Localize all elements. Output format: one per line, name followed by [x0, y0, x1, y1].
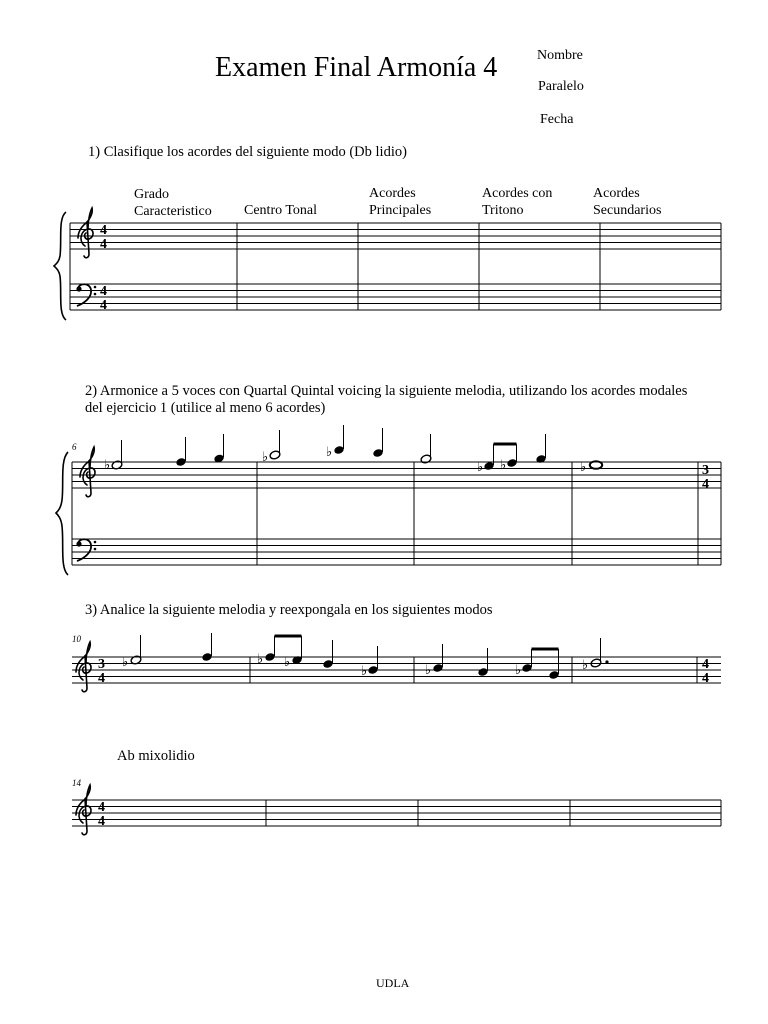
svg-text:♭: ♭	[262, 449, 269, 464]
svg-text:♭: ♭	[326, 444, 333, 459]
question-1-prompt: 1) Clasifique los acordes del siguiente modo (Db lidio)	[88, 144, 407, 160]
melody-notes-measure-9	[580, 459, 602, 474]
time-sig-bottom: 4	[98, 814, 105, 829]
section-field-label: Paralelo	[538, 79, 584, 94]
column-label-acordes-principales: Acordes Principales	[369, 186, 432, 218]
measure-number: 10	[72, 634, 81, 644]
svg-text:♭: ♭	[580, 459, 587, 474]
question-2-prompt-line-2: del ejercicio 1 (utilice al meno 6 acordes)	[85, 400, 326, 416]
staff-1-treble	[70, 223, 721, 249]
svg-text:♭: ♭	[500, 457, 507, 472]
treble-clef-icon	[76, 642, 91, 692]
staff-4	[72, 800, 721, 826]
svg-text:♭: ♭	[361, 663, 368, 678]
column-label-acordes-tritono: Acordes con Tritono	[482, 186, 553, 218]
question-2-prompt-line-1: 2) Armonice a 5 voces con Quartal Quintal voicing la siguiente melodia, utilizando los acordes modales	[85, 383, 688, 399]
column-label-centro-tonal: Centro Tonal	[244, 203, 318, 218]
melody-notes-measure-13	[582, 638, 609, 672]
time-sig-top: 3	[702, 463, 709, 478]
melody-notes-measure-7	[262, 425, 384, 464]
staff-3	[72, 657, 721, 683]
column-label-grado: Grado Caracteristico	[134, 187, 212, 219]
system-3	[72, 633, 721, 692]
question-3-prompt: 3) Analice la siguiente melodia y reexpongala en los siguientes modos	[85, 602, 493, 618]
svg-text:♭: ♭	[104, 457, 111, 472]
time-sig-bottom: 4	[98, 671, 105, 686]
melody-notes-measure-6	[104, 434, 225, 472]
time-sig-bottom: 4	[100, 298, 107, 313]
bass-clef-icon	[76, 284, 96, 306]
svg-text:♭: ♭	[582, 657, 589, 672]
system-1	[54, 208, 721, 320]
svg-text:♭: ♭	[425, 662, 432, 677]
svg-text:♭: ♭	[284, 654, 291, 669]
name-field-label: Nombre	[537, 48, 583, 63]
time-sig-bottom: 4	[100, 237, 107, 252]
exam-title: Examen Final Armonía 4	[215, 52, 498, 83]
barlines-system-2	[72, 462, 721, 565]
measure-number: 14	[72, 778, 81, 788]
date-field-label: Fecha	[540, 112, 574, 127]
staff-2-treble	[72, 462, 721, 488]
grand-staff-brace	[56, 452, 68, 575]
treble-clef-icon	[78, 208, 93, 258]
mode-label: Ab mixolidio	[117, 748, 195, 764]
time-sig-top: 4	[100, 284, 107, 299]
system-4	[72, 778, 721, 835]
time-sig-top: 3	[98, 657, 105, 672]
time-sig-top: 4	[100, 223, 107, 238]
footer-udla: UDLA	[376, 976, 410, 990]
staff-2-bass	[72, 539, 721, 565]
treble-clef-icon	[76, 785, 91, 835]
time-sig-bottom: 4	[702, 477, 709, 492]
svg-text:♭: ♭	[257, 651, 264, 666]
staff-1-bass	[70, 284, 721, 310]
svg-text:♭: ♭	[477, 459, 484, 474]
grand-staff-brace	[54, 212, 66, 320]
system-2	[56, 425, 721, 575]
melody-notes-measure-12	[425, 644, 560, 680]
column-label-acordes-secundarios: Acordes Secundarios	[593, 186, 662, 218]
svg-text:♭: ♭	[122, 654, 129, 669]
time-sig-top: 4	[702, 657, 709, 672]
svg-text:♭: ♭	[515, 662, 522, 677]
time-sig-top: 4	[98, 800, 105, 815]
treble-clef-icon	[80, 447, 95, 497]
measure-number: 6	[72, 442, 77, 452]
time-sig-bottom: 4	[702, 671, 709, 686]
bass-clef-icon	[76, 539, 96, 561]
